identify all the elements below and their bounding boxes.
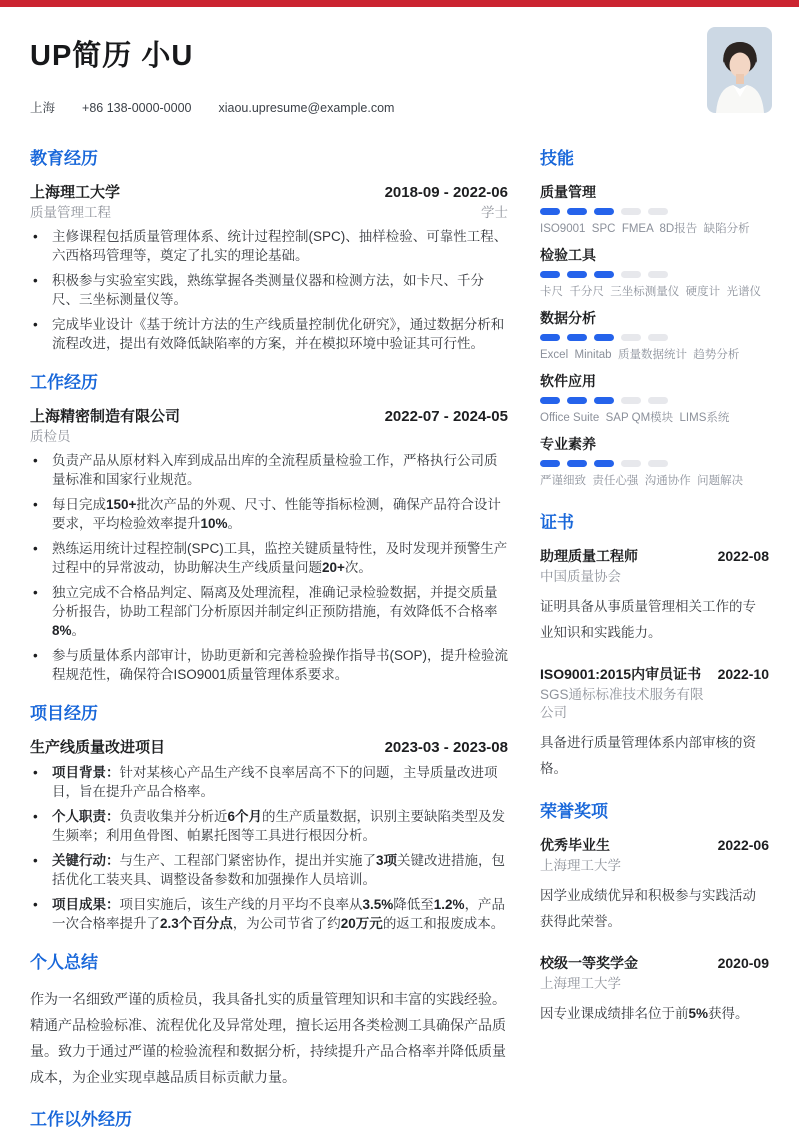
bullet-dot: • [33, 453, 38, 468]
emphasis-text: 20+ [322, 560, 345, 575]
plain-text: 与生产、工程部门紧密协作，提出并实施了 [119, 853, 376, 868]
bullet-text [52, 763, 508, 801]
work-bullet-list [30, 451, 508, 684]
education-school: 上海理工大学 [30, 184, 121, 201]
certificate-title: ISO9001:2015内审员证书 [540, 666, 702, 682]
bullet-dot: • [33, 585, 38, 600]
certificate-issuer: 中国质量协会 [540, 569, 621, 584]
skill-segment-empty [621, 334, 641, 341]
bullet-text [52, 227, 508, 265]
extra-heading: 工作以外经历 [30, 1110, 132, 1129]
bullet-item [30, 763, 508, 801]
award-item [540, 835, 769, 935]
bullet-item [30, 227, 508, 265]
project-title: 生产线质量改进项目 [30, 739, 166, 756]
plain-text: 积极参与实验室实践，熟练掌握各类测量仪器和检测方法，如卡尺、千分尺、三坐标测量仪等。 [52, 273, 484, 307]
emphasis-text: 1.2% [433, 897, 465, 912]
section-awards [540, 800, 769, 1027]
plain-text: 负责收集并分析近 [119, 809, 228, 824]
bullet-text [52, 895, 508, 933]
bullet-dot: • [33, 648, 38, 663]
plain-text: 次。 [344, 560, 372, 575]
emphasis-text: 项目背景： [52, 765, 120, 780]
plain-text: 独立完成不合格品判定、隔离及处理流程，准确记录检验数据，并提交质量分析报告，协助工程部门分析原因并制定纠正预防措施，有效降低不合格率 [52, 585, 498, 619]
bullet-text [52, 646, 508, 684]
plain-text: 每日完成 [52, 497, 106, 512]
skill-segment-filled [540, 271, 560, 278]
candidate-name: UP简历 小U [30, 40, 194, 72]
resume-body [30, 147, 769, 1130]
education-item-head [30, 182, 508, 203]
skill-segment-filled [540, 397, 560, 404]
certificate-list [540, 546, 769, 782]
section-skills [540, 147, 769, 489]
award-date: 2022-06 [717, 837, 769, 853]
skill-segment-filled [567, 334, 587, 341]
skill-segment-filled [567, 397, 587, 404]
work-item-sub [30, 427, 508, 446]
bullet-item [30, 646, 508, 684]
emphasis-text: 20万元 [340, 916, 383, 931]
plain-text: 获得。 [708, 1006, 749, 1021]
profile-photo [707, 27, 772, 113]
plain-text: ，产品一次合格率提升了 [52, 897, 506, 931]
skill-level-bar [540, 334, 769, 341]
plain-text: 因学业成绩优异和积极参与实践活动获得此荣誉。 [540, 888, 756, 929]
work-company: 上海精密制造有限公司 [30, 408, 181, 425]
award-description [540, 883, 769, 935]
plain-text: 具备进行质量管理体系内部审核的资格。 [540, 735, 756, 776]
emphasis-text: 项目成果： [52, 897, 120, 912]
plain-text: 因专业课成绩排名位于前 [540, 1006, 689, 1021]
certificate-date: 2022-08 [717, 548, 769, 564]
bullet-item [30, 315, 508, 353]
plain-text: 。 [71, 623, 86, 638]
certificate-item [540, 546, 769, 646]
bullet-item [30, 495, 508, 533]
plain-text: 的生产质量数据，识别主要缺陷类型及发生频率；利用鱼骨图、帕累托图等工具进行根因分析。 [52, 809, 506, 843]
award-head-left [540, 835, 621, 875]
bullet-item [30, 451, 508, 489]
award-title: 优秀毕业生 [540, 837, 610, 853]
skill-segment-filled [594, 334, 614, 341]
award-issuer: 上海理工大学 [540, 858, 621, 873]
bullet-dot: • [33, 541, 38, 556]
award-description [540, 1001, 769, 1027]
skill-level-bar [540, 271, 769, 278]
education-major: 质量管理工程 [30, 205, 111, 220]
education-date: 2018-09 - 2022-06 [384, 184, 508, 201]
bullet-text [52, 807, 508, 845]
certificate-item [540, 664, 769, 782]
bullet-dot: • [33, 273, 38, 288]
skill-segment-empty [648, 460, 668, 467]
bullet-dot: • [33, 897, 38, 912]
bullet-dot: • [33, 317, 38, 332]
right-column [540, 147, 769, 1130]
emphasis-text: 3.5% [362, 897, 394, 912]
bullet-item [30, 851, 508, 889]
skill-segment-filled [567, 460, 587, 467]
skill-keywords: 严谨细致 责任心强 沟通协作 问题解决 [540, 475, 744, 487]
education-heading: 教育经历 [30, 149, 98, 168]
certificate-description [540, 594, 769, 646]
resume-header [30, 38, 769, 117]
skill-segment-filled [594, 271, 614, 278]
bullet-text [52, 271, 508, 309]
plain-text: 参与质量体系内部审计，协助更新和完善检验操作指导书(SOP)，提升检验流程规范性，确保符合ISO9001质量管理体系要求。 [52, 648, 508, 682]
education-item-sub [30, 203, 508, 222]
bullet-text [52, 851, 508, 889]
skill-segment-filled [594, 460, 614, 467]
certificate-head-left [540, 546, 638, 586]
bullet-dot: • [33, 497, 38, 512]
plain-text: 降低至 [393, 897, 434, 912]
skill-segment-filled [540, 208, 560, 215]
plain-text: 主修课程包括质量管理体系、统计过程控制(SPC)、抽样检验、可靠性工程、六西格玛管理等，奠定了扎实的理论基础。 [52, 229, 508, 263]
project-date: 2023-03 - 2023-08 [384, 739, 508, 756]
bullet-text [52, 315, 508, 353]
skill-keywords: ISO9001 SPC FMEA 8D报告 缺陷分析 [540, 223, 750, 235]
section-extra [30, 1108, 508, 1130]
skill-item [540, 182, 769, 237]
skills-list [540, 182, 769, 489]
skill-segment-filled [540, 334, 560, 341]
skill-segment-filled [567, 271, 587, 278]
summary-text: 作为一名细致严谨的质检员，我具备扎实的质量管理知识和丰富的实践经验。精通产品检验标准、流程优化及异常处理，擅长运用各类检测工具确保产品质量。致力于通过严谨的检验流程和数据分析，持续提升产品合格率并降低质量成本，为企业实现卓越品质目标贡献力量。 [30, 991, 506, 1085]
award-item [540, 953, 769, 1027]
bullet-text [52, 495, 508, 533]
plain-text: 项目实施后，该生产线的月平均不良率从 [119, 897, 363, 912]
award-head-row [540, 835, 769, 875]
bullet-text [52, 583, 508, 640]
skill-level-bar [540, 397, 769, 404]
summary-heading: 个人总结 [30, 953, 98, 972]
skill-segment-filled [594, 397, 614, 404]
certificate-head-left [540, 664, 710, 722]
emphasis-text: 3项 [376, 853, 398, 868]
skill-level-bar [540, 208, 769, 215]
left-column [30, 147, 508, 1130]
bullet-text [52, 539, 508, 577]
work-date: 2022-07 - 2024-05 [384, 408, 508, 425]
education-bullet-list [30, 227, 508, 353]
contact-location: 上海 [30, 101, 56, 115]
emphasis-text: 关键行动： [52, 853, 120, 868]
skill-segment-filled [567, 208, 587, 215]
project-heading: 项目经历 [30, 704, 98, 723]
skill-item [540, 434, 769, 489]
skill-segment-empty [621, 271, 641, 278]
skill-item [540, 371, 769, 426]
bullet-dot: • [33, 765, 38, 780]
skill-name: 检验工具 [540, 247, 596, 263]
certificate-head-row [540, 664, 769, 722]
bullet-item [30, 539, 508, 577]
plain-text: 证明具备从事质量管理相关工作的专业知识和实践能力。 [540, 599, 756, 640]
plain-text: 完成毕业设计《基于统计方法的生产线质量控制优化研究》，通过数据分析和流程改进，提出有效降低缺陷率的方案，并在模拟环境中验证其可行性。 [52, 317, 505, 351]
top-accent-bar [0, 0, 799, 7]
emphasis-text: 8% [52, 623, 72, 638]
bullet-text [52, 451, 508, 489]
section-project [30, 702, 508, 933]
skill-segment-filled [540, 460, 560, 467]
skill-segment-empty [648, 397, 668, 404]
award-head-row [540, 953, 769, 993]
skill-segment-filled [594, 208, 614, 215]
bullet-item [30, 895, 508, 933]
bullet-dot: • [33, 809, 38, 824]
contact-row [30, 100, 769, 117]
skill-segment-empty [621, 460, 641, 467]
award-head-left [540, 953, 638, 993]
awards-heading: 荣誉奖项 [540, 802, 608, 821]
award-date: 2020-09 [717, 955, 769, 971]
plain-text: 负责产品从原材料入库到成品出库的全流程质量检验工作，严格执行公司质量标准和国家行业规范。 [52, 453, 498, 487]
skill-keywords: Excel Minitab 质量数据统计 趋势分析 [540, 349, 740, 361]
skill-name: 数据分析 [540, 310, 596, 326]
skill-segment-empty [648, 271, 668, 278]
skill-level-bar [540, 460, 769, 467]
skill-item [540, 308, 769, 363]
work-heading: 工作经历 [30, 373, 98, 392]
certificates-heading: 证书 [540, 513, 574, 532]
contact-email: xiaou.upresume@example.com [218, 101, 395, 115]
certificate-date: 2022-10 [717, 666, 769, 682]
emphasis-text: 个人职责： [52, 809, 120, 824]
project-bullet-list [30, 763, 508, 933]
plain-text: 的返工和报废成本。 [382, 916, 505, 931]
bullet-item [30, 807, 508, 845]
plain-text: ，为公司节省了约 [232, 916, 341, 931]
skill-keywords: 卡尺 千分尺 三坐标测量仪 硬度计 光谱仪 [540, 286, 762, 298]
bullet-item [30, 583, 508, 640]
emphasis-text: 150+ [106, 497, 137, 512]
education-degree: 学士 [481, 205, 508, 220]
skill-item [540, 245, 769, 300]
award-title: 校级一等奖学金 [540, 955, 638, 971]
skill-segment-empty [621, 208, 641, 215]
work-item-head [30, 406, 508, 427]
certificate-description [540, 730, 769, 782]
award-issuer: 上海理工大学 [540, 976, 621, 991]
skill-name: 软件应用 [540, 373, 596, 389]
emphasis-text: 6个月 [227, 809, 263, 824]
skill-name: 质量管理 [540, 184, 596, 200]
bullet-dot: • [33, 853, 38, 868]
skill-segment-empty [621, 397, 641, 404]
bullet-item [30, 271, 508, 309]
skill-name: 专业素养 [540, 436, 596, 452]
contact-phone: +86 138-0000-0000 [82, 101, 192, 115]
certificate-head-row [540, 546, 769, 586]
emphasis-text: 10% [200, 516, 228, 531]
skills-heading: 技能 [540, 149, 574, 168]
emphasis-text: 5% [688, 1006, 709, 1021]
project-item-head [30, 737, 508, 758]
plain-text: 关键改进措施，包括优化工装夹具、调整设备参数和加强操作人员培训。 [52, 853, 506, 887]
plain-text: 。 [227, 516, 242, 531]
certificate-issuer: SGS通标标准技术服务有限公司 [540, 687, 704, 720]
certificate-title: 助理质量工程师 [540, 548, 638, 564]
emphasis-text: 2.3个百分点 [160, 916, 233, 931]
skill-segment-empty [648, 334, 668, 341]
section-work [30, 371, 508, 684]
section-summary [30, 951, 508, 1090]
plain-text: 针对某核心产品生产线不良率居高不下的问题，主导质量改进项目，旨在提升产品合格率。 [52, 765, 498, 799]
skill-keywords: Office Suite SAP QM模块 LIMS系统 [540, 412, 730, 424]
skill-segment-empty [648, 208, 668, 215]
bullet-dot: • [33, 229, 38, 244]
section-certificates [540, 511, 769, 782]
id-photo-illustration [707, 27, 772, 113]
plain-text: 熟练运用统计过程控制(SPC)工具，监控关键质量特性，及时发现并预警生产过程中的异常波动，协助解决生产线质量问题 [52, 541, 508, 575]
section-education [30, 147, 508, 353]
award-list [540, 835, 769, 1027]
work-role: 质检员 [30, 429, 71, 444]
plain-text: 批次产品的外观、尺寸、性能等指标检测，确保产品符合设计要求，平均检验效率提升 [52, 497, 501, 531]
